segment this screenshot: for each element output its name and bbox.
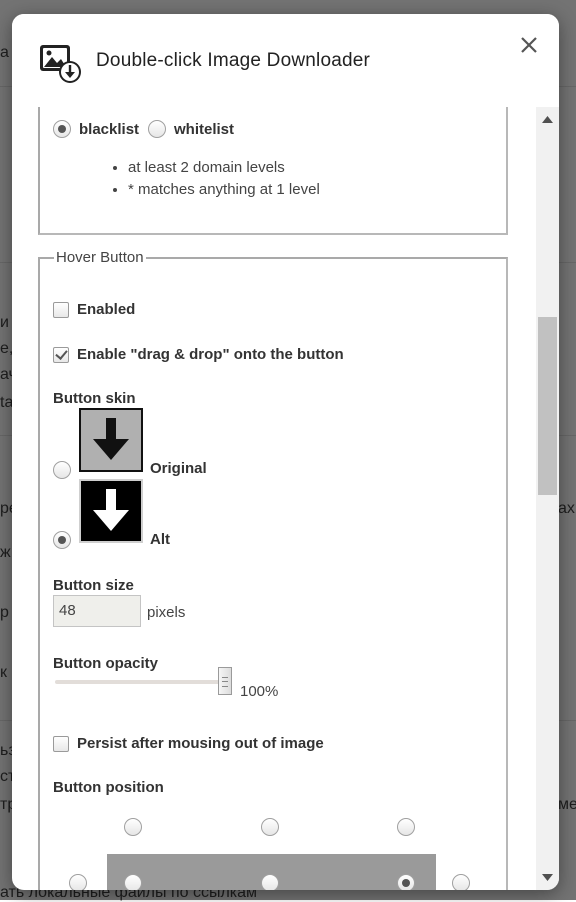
domain-filter-fieldset: [38, 107, 508, 235]
opacity-slider-track[interactable]: [55, 680, 225, 684]
download-arrow-icon[interactable]: [79, 408, 143, 472]
enabled-checkbox[interactable]: [53, 302, 69, 318]
dialog-header: [12, 14, 559, 107]
opacity-value: 100%: [240, 683, 279, 700]
image-download-icon: [38, 42, 82, 84]
button-position-label: Button position: [53, 779, 164, 796]
scrollbar-thumb[interactable]: [538, 317, 557, 495]
position-radio-outer-left[interactable]: [69, 874, 87, 890]
whitelist-label[interactable]: whitelist: [174, 121, 235, 138]
skin-original-label[interactable]: Original: [150, 460, 207, 477]
button-skin-label: Button skin: [53, 390, 136, 407]
hover-button-legend: Hover Button: [56, 249, 144, 266]
position-radio-mid-right[interactable]: [397, 874, 415, 890]
download-arrow-icon: [81, 481, 141, 541]
skin-alt-label[interactable]: Alt: [150, 531, 170, 548]
list-item: • at least 2 domain levels: [128, 157, 320, 179]
whitelist-radio[interactable]: [148, 120, 166, 138]
scroll-down-icon[interactable]: [536, 864, 559, 890]
vertical-scrollbar[interactable]: [536, 107, 559, 890]
drag-drop-checkbox[interactable]: [53, 347, 69, 363]
domain-notes-list: [108, 157, 320, 201]
blacklist-radio[interactable]: [53, 120, 71, 138]
skin-original-radio[interactable]: [53, 461, 71, 479]
button-size-input[interactable]: 48: [53, 595, 141, 627]
scroll-up-icon[interactable]: [536, 107, 559, 133]
options-scroll-area[interactable]: [12, 107, 559, 890]
opacity-slider-thumb[interactable]: [218, 667, 232, 695]
persist-checkbox[interactable]: [53, 736, 69, 752]
skin-alt-radio[interactable]: [53, 531, 71, 549]
position-radio-mid-center[interactable]: [261, 874, 279, 890]
download-arrow-icon[interactable]: [79, 479, 143, 543]
position-radio-top-center[interactable]: [261, 818, 279, 836]
close-icon[interactable]: [516, 32, 542, 58]
list-item: • * matches anything at 1 level: [128, 179, 320, 201]
download-arrow-icon: [81, 410, 141, 470]
drag-drop-label[interactable]: Enable "drag & drop" onto the button: [77, 346, 344, 363]
options-dialog: [12, 14, 559, 890]
position-radio-mid-left[interactable]: [124, 874, 142, 890]
position-radio-top-right[interactable]: [397, 818, 415, 836]
blacklist-label[interactable]: blacklist: [79, 121, 140, 138]
dialog-title: Double-click Image Downloader: [96, 50, 371, 71]
button-size-label: Button size: [53, 577, 134, 594]
hover-button-fieldset: [38, 249, 508, 890]
persist-label[interactable]: Persist after mousing out of image: [77, 735, 324, 752]
position-radio-outer-right[interactable]: [452, 874, 470, 890]
button-opacity-label: Button opacity: [53, 655, 158, 672]
button-size-unit: pixels: [147, 604, 186, 621]
enabled-label[interactable]: Enabled: [77, 301, 136, 318]
position-radio-top-left[interactable]: [124, 818, 142, 836]
